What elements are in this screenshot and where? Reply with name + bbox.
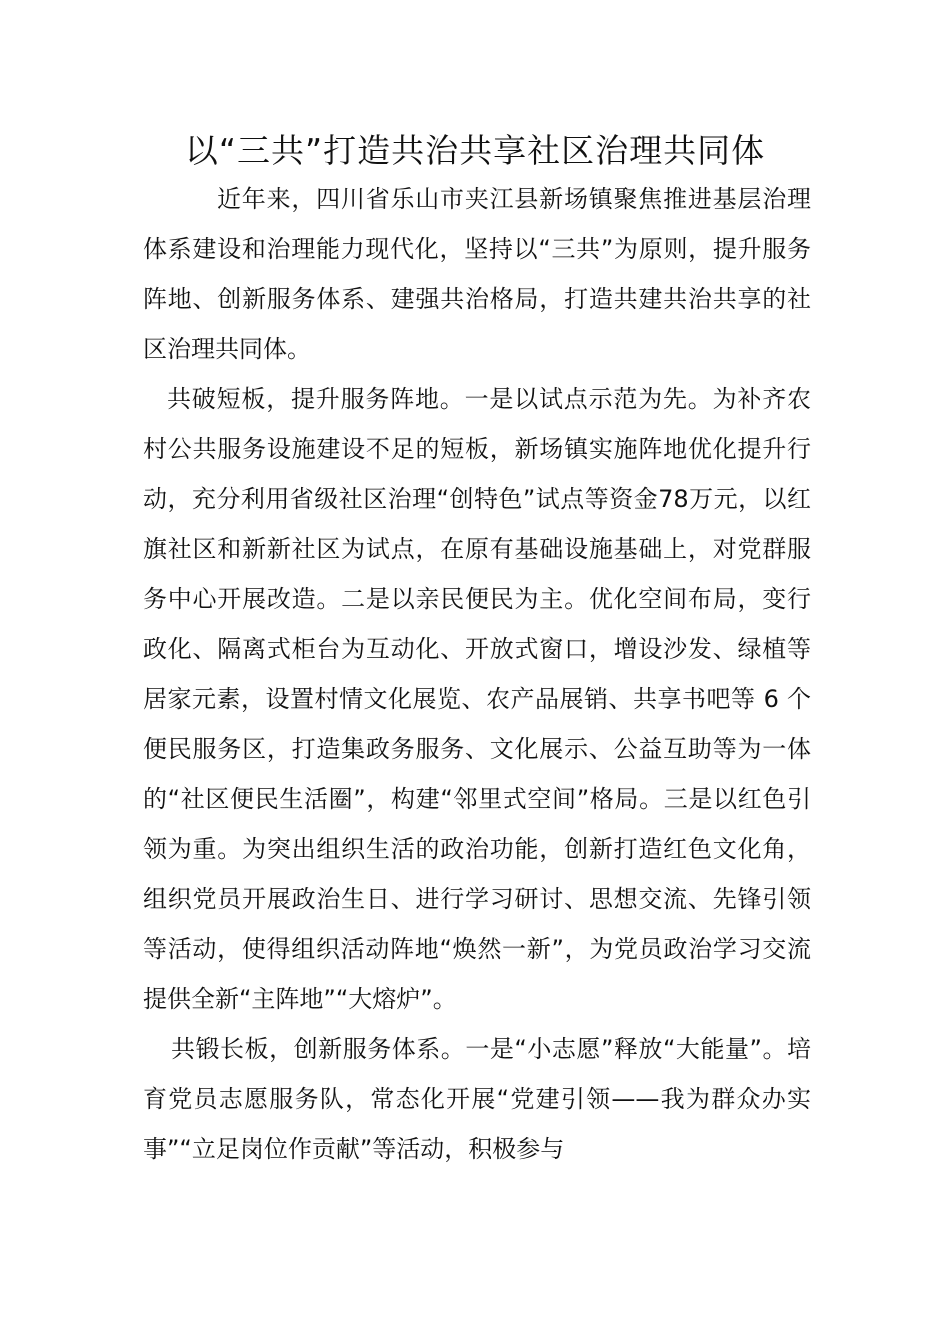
document-body [143, 174, 811, 1174]
paragraph-service-position: 共破短板，提升服务阵地。一是以试点示范为先。为补齐农村公共服务设施建设不足的短板，新场镇实施阵地优化提升行动，充分利用省级社区治理“创特色”试点等资金78万元，以红旗社区和新新社区为试点，在原有基础设施基础上，对党群服务中心开展改造。二是以亲民便民为主。优化空间布局，变行政化、隔离式柜台为互动化、开放式窗口，增设沙发、绿植等居家元素，设置村情文化展览、农产品展销、共享书吧等 6 个便民服务区，打造集政务服务、文化展示、公益互助等为一体的“社区便民生活圈”，构建“邻里式空间”格局。三是以红色引领为重。为突出组织生活的政治功能，创新打造红色文化角，组织党员开展政治生日、进行学习研讨、思想交流、先锋引领等活动，使得组织活动阵地“焕然一新”，为党员政治学习交流提供全新“主阵地”“大熔炉”。 [143, 385, 811, 1013]
paragraph-service-system: 共锻长板，创新服务体系。一是“小志愿”释放“大能量”。培育党员志愿服务队，常态化开展“党建引领——我为群众办实事”“立足岗位作贡献”等活动，积极参与 [143, 1035, 811, 1163]
document-title: 以“三共”打造共治共享社区治理共同体 [184, 131, 766, 170]
paragraph-intro: 近年来，四川省乐山市夹江县新场镇聚焦推进基层治理体系建设和治理能力现代化，坚持以“三共”为原则，提升服务阵地、创新服务体系、建强共治格局，打造共建共治共享的社区治理共同体。 [143, 185, 811, 363]
